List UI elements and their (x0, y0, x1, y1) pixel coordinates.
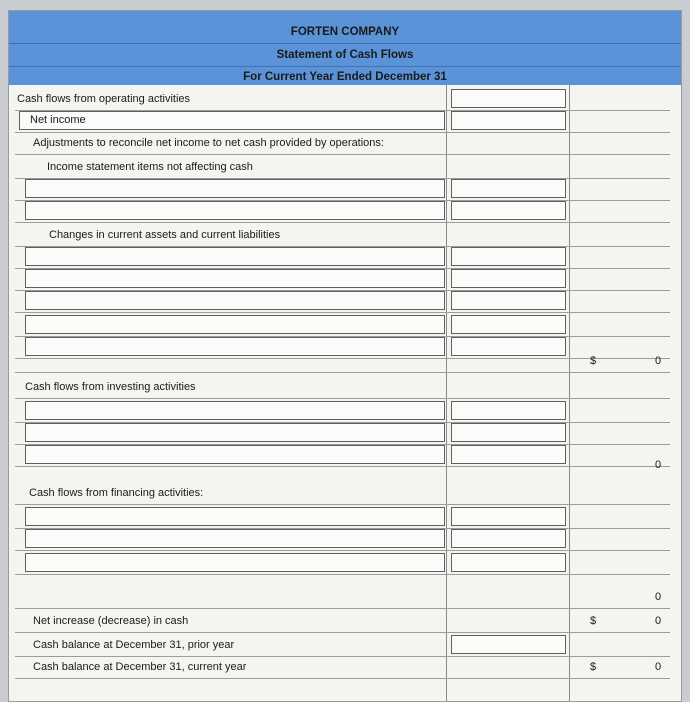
net-income-amount-input[interactable] (451, 111, 566, 130)
financing-heading-row (15, 483, 670, 505)
operating-heading: Cash flows from operating activities (17, 93, 191, 105)
net-change-row (15, 611, 670, 633)
description-input[interactable] (25, 553, 445, 572)
entry-row (15, 201, 670, 223)
amount-input[interactable] (451, 89, 566, 108)
net-change-label: Net increase (decrease) in cash (33, 615, 189, 627)
operating-total-row (15, 351, 670, 373)
changes-row (15, 225, 670, 247)
worksheet-header (9, 11, 681, 85)
entry-row (15, 247, 670, 269)
changes-label: Changes in current assets and current liabilities (49, 229, 281, 241)
currency-symbol: $ (590, 661, 597, 673)
description-input[interactable] (25, 291, 445, 310)
amount-input[interactable] (451, 315, 566, 334)
balance-prior-label: Cash balance at December 31, prior year (33, 639, 235, 651)
adjustments-row (15, 133, 670, 155)
description-input[interactable] (25, 529, 445, 548)
statement-title-row (9, 44, 681, 67)
balance-current-row (15, 657, 670, 679)
amount-input[interactable] (451, 507, 566, 526)
description-input[interactable] (25, 315, 445, 334)
balance-current-value: 0 (655, 661, 662, 673)
amount-input[interactable] (451, 201, 566, 220)
entry-row (15, 269, 670, 291)
cash-flow-worksheet (8, 10, 682, 702)
amount-input[interactable] (451, 401, 566, 420)
investing-heading-row (15, 377, 670, 399)
period-row (9, 66, 681, 88)
entry-row (15, 401, 670, 423)
adjustments-label: Adjustments to reconcile net income to net cash provided by operations: (33, 137, 384, 149)
description-input[interactable] (25, 423, 445, 442)
description-input[interactable] (25, 247, 445, 266)
entry-row (15, 507, 670, 529)
balance-current-label: Cash balance at December 31, current year (33, 661, 247, 673)
net-income-row (15, 111, 670, 133)
net-income-label-box (19, 111, 445, 130)
description-input[interactable] (25, 401, 445, 420)
amount-input[interactable] (451, 291, 566, 310)
investing-heading: Cash flows from investing activities (25, 381, 196, 393)
company-name: FORTEN COMPANY (290, 26, 400, 38)
balance-prior-input[interactable] (451, 635, 566, 654)
company-name-row (9, 21, 681, 44)
amount-input[interactable] (451, 247, 566, 266)
net-change-value: 0 (655, 615, 662, 627)
amount-input[interactable] (451, 423, 566, 442)
entry-row (15, 179, 670, 201)
statement-title: Statement of Cash Flows (276, 49, 414, 61)
amount-input[interactable] (451, 553, 566, 572)
entry-row (15, 529, 670, 551)
description-input[interactable] (25, 507, 445, 526)
entry-row (15, 553, 670, 575)
description-input[interactable] (25, 269, 445, 288)
description-input[interactable] (25, 201, 445, 220)
balance-prior-row (15, 635, 670, 657)
period-label: For Current Year Ended December 31 (243, 71, 447, 83)
financing-total-value: 0 (655, 591, 662, 603)
description-input[interactable] (25, 179, 445, 198)
entry-row (15, 291, 670, 313)
investing-total-value: 0 (655, 459, 662, 471)
entry-row (15, 315, 670, 337)
currency-symbol: $ (590, 615, 597, 627)
income-items-label: Income statement items not affecting cash (47, 161, 253, 173)
amount-input[interactable] (451, 179, 566, 198)
currency-symbol: $ (590, 355, 597, 367)
net-income-label: Net income (30, 114, 86, 126)
amount-input[interactable] (451, 445, 566, 464)
description-input[interactable] (25, 445, 445, 464)
income-items-row (15, 157, 670, 179)
amount-input[interactable] (451, 269, 566, 288)
financing-heading: Cash flows from financing activities: (29, 487, 204, 499)
financing-total-row (15, 587, 670, 609)
amount-input[interactable] (451, 529, 566, 548)
investing-total-row (15, 445, 670, 471)
entry-row (15, 423, 670, 445)
operating-heading-row (15, 89, 670, 111)
operating-total-value: 0 (655, 355, 662, 367)
